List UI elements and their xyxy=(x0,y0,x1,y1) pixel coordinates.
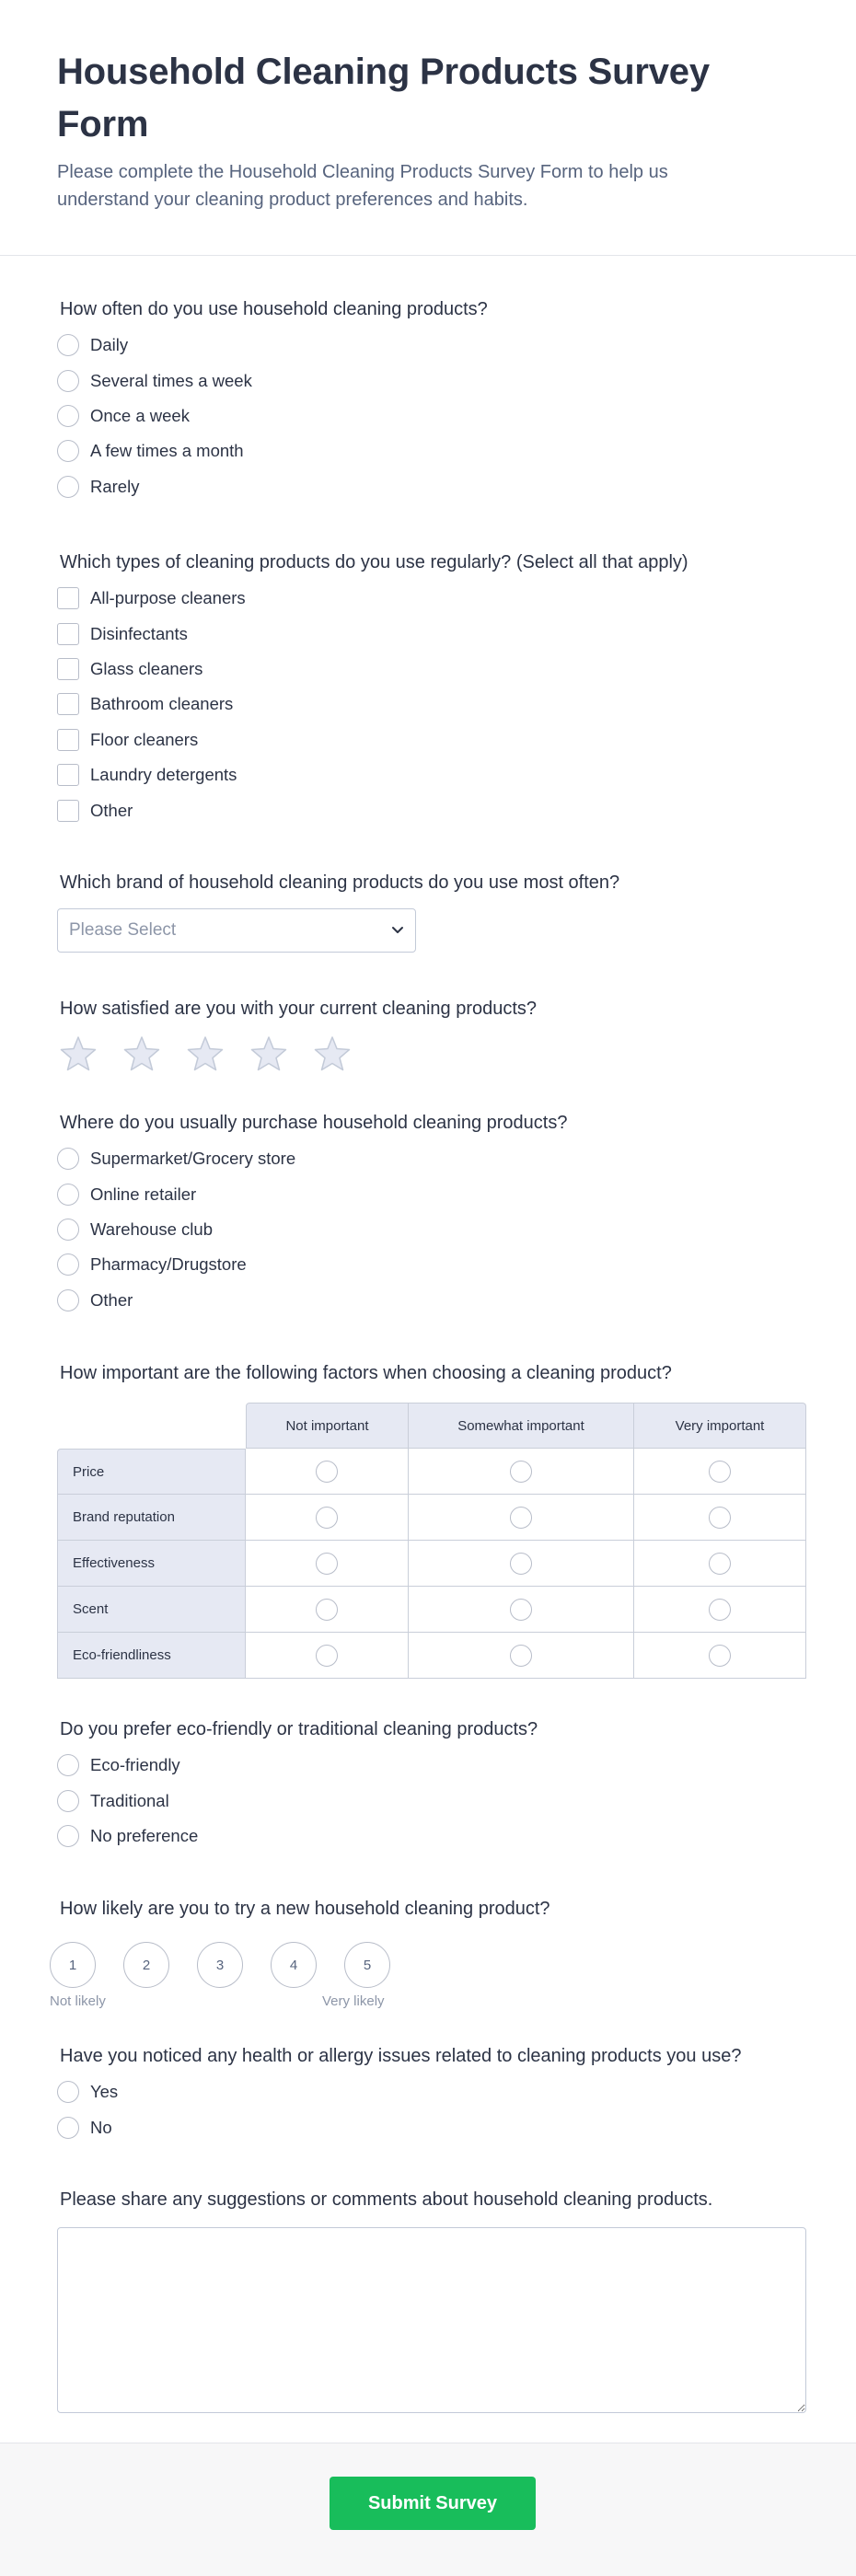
radio-button[interactable] xyxy=(510,1507,532,1529)
checkbox-option[interactable] xyxy=(57,722,799,757)
radio-option[interactable] xyxy=(57,1748,799,1783)
radio-option[interactable] xyxy=(57,2109,799,2144)
option-label: A few times a month xyxy=(90,441,244,461)
form-header xyxy=(0,0,856,256)
option-label: No xyxy=(90,2117,112,2137)
question-satisfaction xyxy=(57,996,799,1073)
checkbox-option[interactable] xyxy=(57,581,799,616)
matrix-cell xyxy=(246,1449,409,1495)
option-label: Floor cleaners xyxy=(90,729,199,749)
option-label: Other xyxy=(90,800,133,820)
question-label: How likely are you to try a new household cleaning product? xyxy=(60,1899,550,1919)
radio-button[interactable] xyxy=(316,1645,338,1667)
radio-button[interactable] xyxy=(57,440,79,462)
matrix-row-label: Effectiveness xyxy=(57,1541,246,1587)
submit-survey-button[interactable]: Submit Survey xyxy=(330,2477,536,2530)
radio-button[interactable] xyxy=(57,1825,79,1847)
radio-button[interactable] xyxy=(57,334,79,356)
radio-button[interactable] xyxy=(709,1461,731,1483)
checkbox-option[interactable] xyxy=(57,652,799,687)
question-product-types xyxy=(57,549,799,828)
radio-button[interactable] xyxy=(57,1253,79,1276)
question-likelihood xyxy=(50,1896,792,2016)
option-label: Glass cleaners xyxy=(90,658,203,678)
option-label: Supermarket/Grocery store xyxy=(90,1149,296,1169)
radio-button[interactable] xyxy=(57,2117,79,2139)
option-label: Rarely xyxy=(90,476,140,496)
scale-option[interactable]: 3 xyxy=(197,1942,243,1988)
option-label: Disinfectants xyxy=(90,623,188,643)
matrix-column-header: Very important xyxy=(634,1403,806,1449)
option-label: Bathroom cleaners xyxy=(90,694,234,714)
checkbox-option[interactable] xyxy=(57,757,799,792)
scale-option[interactable]: 4 xyxy=(271,1942,317,1988)
checkbox[interactable] xyxy=(57,800,79,822)
star-icon[interactable] xyxy=(313,1034,352,1073)
question-purchase-place xyxy=(57,1110,799,1318)
chevron-down-icon xyxy=(391,926,404,935)
matrix-cell xyxy=(634,1633,806,1679)
question-comments xyxy=(57,2187,799,2418)
option-label: Daily xyxy=(90,335,129,355)
question-label: Please share any suggestions or comments about household cleaning products. xyxy=(60,2189,713,2210)
checkbox-option[interactable] xyxy=(57,616,799,651)
option-label: Eco-friendly xyxy=(90,1755,180,1775)
question-label: Do you prefer eco-friendly or traditional cleaning products? xyxy=(60,1719,538,1739)
matrix-row-label: Scent xyxy=(57,1587,246,1633)
question-usage-frequency xyxy=(57,296,799,504)
radio-option[interactable] xyxy=(57,469,799,504)
matrix-row-label: Eco-friendliness xyxy=(57,1633,246,1679)
question-brand xyxy=(57,870,799,953)
factors-matrix-table xyxy=(57,1403,806,1679)
question-label: Where do you usually purchase household cleaning products? xyxy=(60,1113,568,1133)
star-rating xyxy=(57,1034,799,1073)
radio-button[interactable] xyxy=(57,1148,79,1170)
likelihood-scale xyxy=(50,1942,792,1988)
radio-button[interactable] xyxy=(510,1461,532,1483)
star-icon[interactable] xyxy=(59,1034,98,1073)
radio-button[interactable] xyxy=(709,1599,731,1621)
form-title: Household Cleaning Products Survey Form xyxy=(57,52,710,144)
matrix-row xyxy=(57,1495,806,1541)
option-label: Yes xyxy=(90,2082,119,2102)
matrix-cell xyxy=(409,1587,634,1633)
radio-option[interactable] xyxy=(57,433,799,468)
radio-button[interactable] xyxy=(57,370,79,392)
radio-option[interactable] xyxy=(57,399,799,433)
form-subtitle: Please complete the Household Cleaning Products Survey Form to help us understand your cleaning product preferences and habits. xyxy=(57,162,668,210)
question-health-issues xyxy=(57,2043,799,2145)
radio-button[interactable] xyxy=(57,476,79,498)
radio-button[interactable] xyxy=(510,1599,532,1621)
question-eco-preference xyxy=(57,1716,799,1854)
matrix-cell xyxy=(634,1449,806,1495)
star-icon[interactable] xyxy=(122,1034,161,1073)
radio-option[interactable] xyxy=(57,1141,799,1176)
matrix-column-header: Not important xyxy=(246,1403,409,1449)
radio-button[interactable] xyxy=(57,2081,79,2103)
matrix-column-header: Somewhat important xyxy=(409,1403,634,1449)
question-label: How satisfied are you with your current cleaning products? xyxy=(60,999,538,1019)
scale-high-label: Very likely xyxy=(322,1993,385,2009)
radio-button[interactable] xyxy=(316,1461,338,1483)
radio-option[interactable] xyxy=(57,1212,799,1247)
radio-button[interactable] xyxy=(709,1645,731,1667)
matrix-cell xyxy=(634,1541,806,1587)
form-footer xyxy=(0,2443,856,2576)
radio-option[interactable] xyxy=(57,1283,799,1318)
checkbox[interactable] xyxy=(57,729,79,751)
matrix-row xyxy=(57,1587,806,1633)
matrix-corner xyxy=(57,1403,246,1449)
star-icon[interactable] xyxy=(186,1034,225,1073)
checkbox[interactable] xyxy=(57,658,79,680)
scale-option[interactable]: 5 xyxy=(344,1942,390,1988)
star-icon[interactable] xyxy=(249,1034,288,1073)
radio-button[interactable] xyxy=(57,1754,79,1776)
scale-option[interactable]: 2 xyxy=(123,1942,169,1988)
matrix-cell xyxy=(246,1587,409,1633)
checkbox[interactable] xyxy=(57,764,79,786)
matrix-cell xyxy=(409,1633,634,1679)
question-label: How often do you use household cleaning products? xyxy=(60,299,488,319)
checkbox-option[interactable] xyxy=(57,792,799,827)
option-label: Several times a week xyxy=(90,370,252,390)
option-label: Once a week xyxy=(90,405,190,425)
option-label: Pharmacy/Drugstore xyxy=(90,1254,247,1275)
scale-low-label: Not likely xyxy=(50,1993,106,2009)
radio-button[interactable] xyxy=(316,1599,338,1621)
option-label: No preference xyxy=(90,1825,199,1845)
radio-button[interactable] xyxy=(709,1507,731,1529)
matrix-cell xyxy=(409,1541,634,1587)
radio-option[interactable] xyxy=(57,363,799,398)
checkbox[interactable] xyxy=(57,587,79,609)
matrix-row xyxy=(57,1541,806,1587)
radio-option[interactable] xyxy=(57,1783,799,1818)
option-label: Laundry detergents xyxy=(90,765,237,785)
radio-option[interactable] xyxy=(57,1819,799,1854)
radio-button[interactable] xyxy=(316,1553,338,1575)
brand-dropdown[interactable] xyxy=(57,908,416,953)
option-label: Online retailer xyxy=(90,1184,197,1204)
radio-option[interactable] xyxy=(57,2074,799,2109)
radio-button[interactable] xyxy=(57,1219,79,1241)
radio-button[interactable] xyxy=(510,1553,532,1575)
matrix-row xyxy=(57,1633,806,1679)
checkbox-option[interactable] xyxy=(57,687,799,722)
comments-textarea[interactable] xyxy=(57,2227,806,2413)
matrix-row-label: Brand reputation xyxy=(57,1495,246,1541)
matrix-row xyxy=(57,1449,806,1495)
matrix-cell xyxy=(634,1587,806,1633)
question-label: How important are the following factors when choosing a cleaning product? xyxy=(60,1363,672,1383)
question-label: Have you noticed any health or allergy issues related to cleaning products you use? xyxy=(60,2046,742,2066)
question-label: Which brand of household cleaning products do you use most often? xyxy=(60,872,620,893)
radio-button[interactable] xyxy=(709,1553,731,1575)
matrix-cell xyxy=(634,1495,806,1541)
scale-option[interactable]: 1 xyxy=(50,1942,96,1988)
checkbox[interactable] xyxy=(57,623,79,645)
matrix-cell xyxy=(246,1541,409,1587)
radio-button[interactable] xyxy=(57,1790,79,1812)
option-label: Other xyxy=(90,1289,133,1310)
radio-button[interactable] xyxy=(57,405,79,427)
radio-button[interactable] xyxy=(57,1184,79,1206)
radio-option[interactable] xyxy=(57,328,799,363)
radio-button[interactable] xyxy=(57,1289,79,1311)
matrix-row-label: Price xyxy=(57,1449,246,1495)
radio-option[interactable] xyxy=(57,1247,799,1282)
radio-button[interactable] xyxy=(316,1507,338,1529)
scale-labels xyxy=(50,1993,792,2016)
question-factors-matrix xyxy=(57,1360,799,1679)
radio-button[interactable] xyxy=(510,1645,532,1667)
option-label: All-purpose cleaners xyxy=(90,588,246,608)
option-label: Warehouse club xyxy=(90,1219,213,1239)
matrix-cell xyxy=(246,1495,409,1541)
matrix-cell xyxy=(409,1495,634,1541)
option-label: Traditional xyxy=(90,1790,169,1810)
radio-option[interactable] xyxy=(57,1176,799,1211)
matrix-cell xyxy=(246,1633,409,1679)
matrix-cell xyxy=(409,1449,634,1495)
checkbox[interactable] xyxy=(57,693,79,715)
dropdown-placeholder: Please Select xyxy=(69,920,177,940)
question-label: Which types of cleaning products do you use regularly? (Select all that apply) xyxy=(60,552,688,572)
